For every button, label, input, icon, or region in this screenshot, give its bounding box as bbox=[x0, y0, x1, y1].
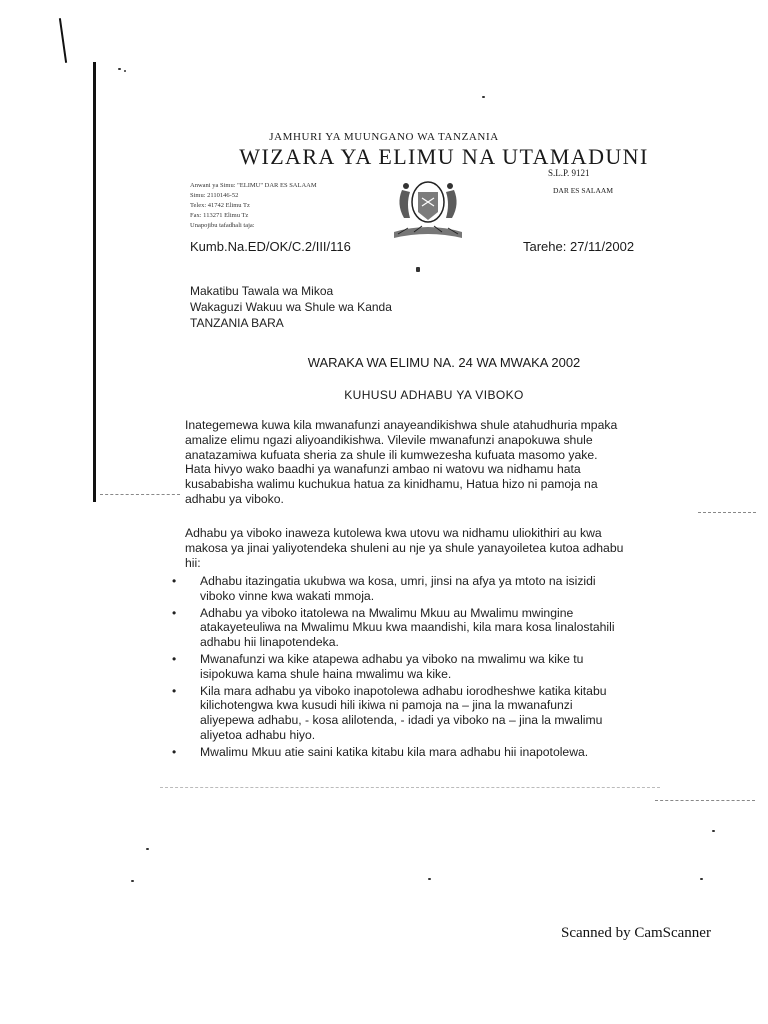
paragraph-line: anatazamiwa kufuata sheria za shule ili kumwezesha kufuata masomo yake. bbox=[185, 447, 598, 462]
paragraph-line: amalize elimu ngazi aliyoandikishwa. Vilevile mwanafunzi anapokuwa shule bbox=[185, 432, 593, 447]
bullet-marker: • bbox=[172, 651, 177, 666]
paragraph-line: Inategemewa kuwa kila mwanafunzi anayeandikishwa shule atahudhuria mpaka bbox=[185, 418, 618, 432]
rule-item bbox=[172, 745, 702, 760]
scan-edge-mark bbox=[59, 18, 67, 63]
contact-line: Fax: 113271 Elimu Tz bbox=[190, 212, 249, 219]
circular-subject: KUHUSU ADHABU YA VIBOKO bbox=[344, 388, 524, 402]
rule-line: atakayeteuliwa na Mwalimu Mkuu kwa maandishi, kila mara kosa linalostahili bbox=[200, 620, 615, 635]
letterhead-contact-block bbox=[190, 181, 380, 231]
paragraph-intro bbox=[185, 418, 697, 507]
bullet-marker: • bbox=[172, 605, 177, 620]
rule-line: Kila mara adhabu ya viboko inapotolewa adhabu iorodheshwe katika kitabu bbox=[200, 683, 607, 698]
recipient-line: TANZANIA BARA bbox=[190, 316, 284, 330]
camscanner-watermark: Scanned by CamScanner bbox=[561, 925, 711, 941]
scan-speck bbox=[124, 70, 126, 72]
paragraph-conditions bbox=[185, 526, 697, 570]
scan-dashed-line bbox=[160, 787, 660, 788]
paragraph-line: hii: bbox=[185, 555, 201, 570]
rule-line: aliyepewa adhabu, - kosa alilotenda, - idadi ya viboko na – jina la mwalimu bbox=[200, 713, 603, 728]
rule-line: Adhabu itazingatia ukubwa wa kosa, umri, jinsi na afya ya mtoto na isizidi bbox=[200, 574, 596, 588]
contact-line: Telex: 41742 Elimu Tz bbox=[190, 202, 250, 209]
scan-dashed-line bbox=[655, 800, 755, 801]
scan-speck bbox=[712, 830, 715, 832]
rules-list bbox=[172, 574, 702, 762]
paragraph-line: makosa ya jinai yaliyotendeka shuleni au nje ya shule yanayoiletea kutoa adhabu bbox=[185, 540, 624, 555]
reference-number: Kumb.Na.ED/OK/C.2/III/116 bbox=[190, 239, 351, 254]
contact-line: Simu: 2110146-52 bbox=[190, 192, 239, 199]
scan-speck bbox=[428, 878, 431, 880]
rule-line: Mwanafunzi wa kike atapewa adhabu ya viboko na mwalimu wa kike tu bbox=[200, 651, 584, 666]
paragraph-line: Hata hivyo wako baadhi ya wanafunzi ambao ni watovu wa nidhamu hata bbox=[185, 462, 581, 477]
document-date: Tarehe: 27/11/2002 bbox=[523, 239, 635, 254]
letterhead-po-box: S.L.P. 9121 bbox=[548, 168, 590, 178]
scan-speck bbox=[700, 878, 703, 880]
rule-line: viboko vinne kwa wakati mmoja. bbox=[200, 588, 375, 603]
recipient-line: Wakaguzi Wakuu wa Shule wa Kanda bbox=[190, 300, 392, 314]
bullet-marker: • bbox=[172, 574, 177, 588]
contact-line: Anwani ya Simu: "ELIMU" DAR ES SALAAM bbox=[190, 182, 317, 189]
paragraph-line: adhabu ya viboko. bbox=[185, 491, 284, 506]
scan-speck bbox=[146, 848, 149, 850]
rule-line: kilichotengwa kwa kusudi hili ikiwa ni pamoja na – jina la mwanafunzi bbox=[200, 698, 573, 713]
letterhead-ministry: WIZARA YA ELIMU NA UTAMADUNI bbox=[239, 144, 649, 169]
letterhead-city: DAR ES SALAAM bbox=[553, 186, 614, 195]
bullet-marker: • bbox=[172, 683, 177, 698]
rule-line: Adhabu ya viboko itatolewa na Mwalimu Mkuu au Mwalimu mwingine bbox=[200, 605, 574, 620]
circular-title: WARAKA WA ELIMU NA. 24 WA MWAKA 2002 bbox=[307, 355, 581, 370]
rule-line: isipokuwa kama shule haina mwalimu wa kike. bbox=[200, 666, 452, 681]
scan-dashed-line bbox=[100, 494, 180, 495]
scan-speck bbox=[482, 96, 485, 98]
recipient-line: Makatibu Tawala wa Mikoa bbox=[190, 284, 334, 298]
rule-item bbox=[172, 606, 702, 650]
coat-of-arms-icon bbox=[388, 172, 468, 242]
scan-speck bbox=[416, 267, 420, 272]
scan-speck bbox=[118, 68, 121, 70]
paragraph-line: kusababisha walimu kuchukua hatua za kinidhamu, Hatua hizo ni pamoja na bbox=[185, 477, 598, 492]
rule-line: Mwalimu Mkuu atie saini katika kitabu kila mara adhabu hii inapotolewa. bbox=[200, 744, 589, 759]
rule-line: aliyetoa adhabu hiyo. bbox=[200, 727, 316, 742]
bullet-marker: • bbox=[172, 744, 177, 759]
rule-line: adhabu hii linapotendeka. bbox=[200, 635, 339, 650]
paragraph-line: Adhabu ya viboko inaweza kutolewa kwa utovu wa nidhamu uliokithiri au kwa bbox=[185, 526, 602, 540]
rule-item bbox=[172, 652, 702, 682]
rule-item bbox=[172, 574, 702, 604]
rule-item bbox=[172, 684, 702, 743]
scan-edge-mark bbox=[93, 62, 96, 502]
recipient-block bbox=[190, 283, 392, 331]
contact-line: Unapojibu tafadhali taja: bbox=[190, 222, 255, 229]
scan-speck bbox=[131, 880, 134, 882]
letterhead-republic: JAMHURI YA MUUNGANO WA TANZANIA bbox=[269, 131, 499, 143]
scan-dashed-line bbox=[698, 512, 756, 513]
